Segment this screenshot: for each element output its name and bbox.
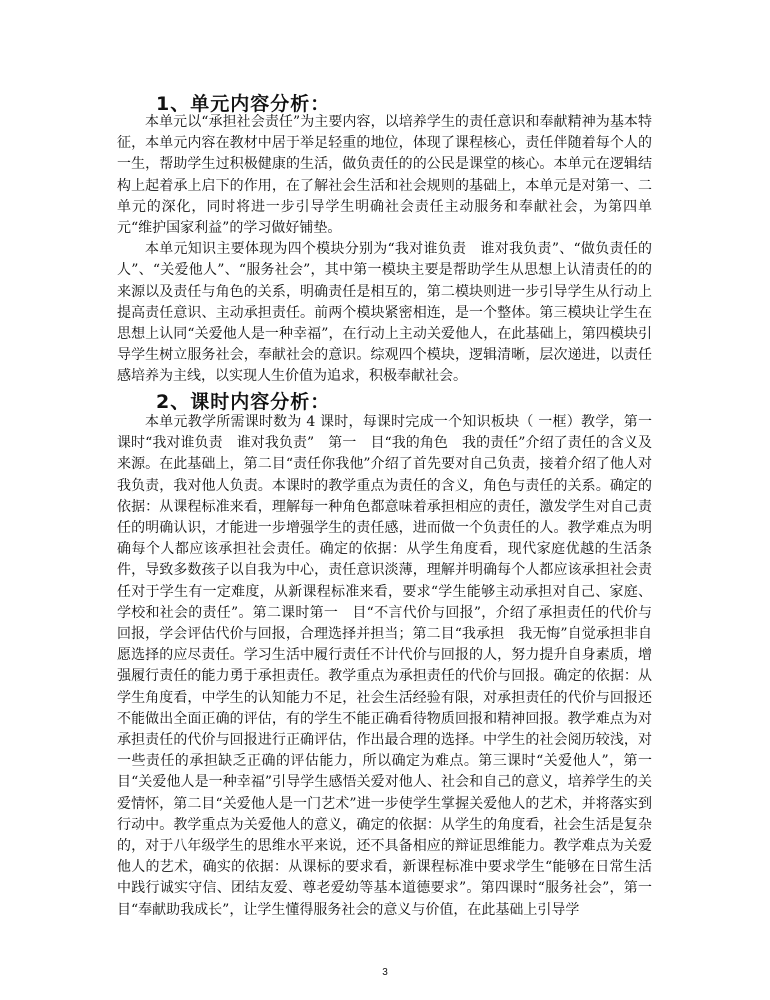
section-2-heading: 2、课时内容分析： [156,391,331,413]
paragraph: 本单元知识主要体现为四个模块分别为“我对谁负责 谁对我负责”、“做负责任的人”、“关爱他人”、“服务社会”，其中第一模块主要是帮助学生从思想上认清责任的的来源以及责任与角色的关系，明确责任是相互的，第二模块则进一步引导学生从行动上提高责任意识、主动承担责任。前两个模块紧密相连，是一个整体。第三模块让学生在思想上认同“关爱他人是一种幸福”，在行动上主动关爱他人，在此基础上，第四模块引导学生树立服务社会，奉献社会的意识。综观四个模块，逻辑清晰，层次递进，以责任感培养为主线，以实现人生价值为追求，积极奉献社会。 [117,241,652,385]
section-1-body [117,112,652,388]
section-1-heading: 1、单元内容分析： [156,93,331,115]
paragraph: 本单元以“承担社会责任”为主要内容，以培养学生的责任意识和奉献精神为基本特征，本单元内容在教材中居于举足轻重的地位，体现了课程核心，责任伴随着每个人的一生，帮助学生过积极健康的生活，做负责任的的公民是课堂的核心。本单元在逻辑结构上起着承上启下的作用，在了解社会生活和社会规则的基础上，本单元是对第一、二单元的深化，同时将进一步引导学生明确社会责任主动服务和奉献社会，为第四单元“维护国家利益”的学习做好铺垫。 [117,114,652,237]
paragraph: 本单元教学所需课时数为 4 课时，每课时完成一个知识板块（ 一框）教学，第一课时“我对谁负责 谁对我负责” 第一 目“我的角色 我的责任”介绍了责任的含义及来源。在此基础上，第二目“责任你我他”介绍了首先要对自己负责，接着介绍了他人对我负责，我对他人负责。本课时的教学重点为责任的含义，角色与责任的关系。确定的依据：从课程标准来看，理解每一种角色都意味着承担相应的责任，激发学生对自己责任的明确认识，才能进一步增强学生的责任感，进而做一个负责任的人。教学难点为明确每个人都应该承担社会责任。确定的依据：从学生角度看，现代家庭优越的生活条件，导致多数孩子以自我为中心，责任意识淡薄，理解并明确每个人都应该承担社会责任对于学生有一定难度，从新课程标准来看，要求“学生能够主动承担对自己、家庭、学校和社会的责任”。第二课时第一 目“不言代价与回报”，介绍了承担责任的代价与回报，学会评估代价与回报，合理选择并担当；第二目“我承担 我无悔”自觉承担非自愿选择的应尽责任。学习生活中履行责任不计代价与回报的人，努力提升自身素质，增强履行责任的能力勇于承担责任。教学重点为承担责任的代价与回报。确定的依据：从学生角度看，中学生的认知能力不足，社会生活经验有限，对承担责任的代价与回报还不能做出全面正确的评估，有的学生不能正确看待物质回报和精神回报。教学难点为对承担责任的代价与回报进行正确评估，作出最合理的选择。中学生的社会阅历较浅，对一些责任的承担缺乏正确的评估能力，所以确定为难点。第三课时“关爱他人”，第一 目“关爱他人是一种幸福”引导学生感悟关爱对他人、社会和自己的意义，培养学生的关爱情怀，第二目“关爱他人是一门艺术”进一步使学生掌握关爱他人的艺术，并将落实到行动中。教学重点为关爱他人的意义，确定的依据：从学生的角度看，社会生活是复杂的，对于八年级学生的思维水平来说，还不具备相应的辩证思维能力。教学难点为关爱他人的艺术，确实的依据：从课标的要求看，新课程标准中要求学生“能够在日常生活中践行诚实守信、团结友爱、尊老爱幼等基本道德要求”。第四课时“服务社会”，第一 目“奉献助我成长”，让学生懂得服务社会的意义与价值，在此基础上引导学 [117,414,666,918]
page-number: 3 [382,967,388,978]
section-2-body [117,412,666,921]
